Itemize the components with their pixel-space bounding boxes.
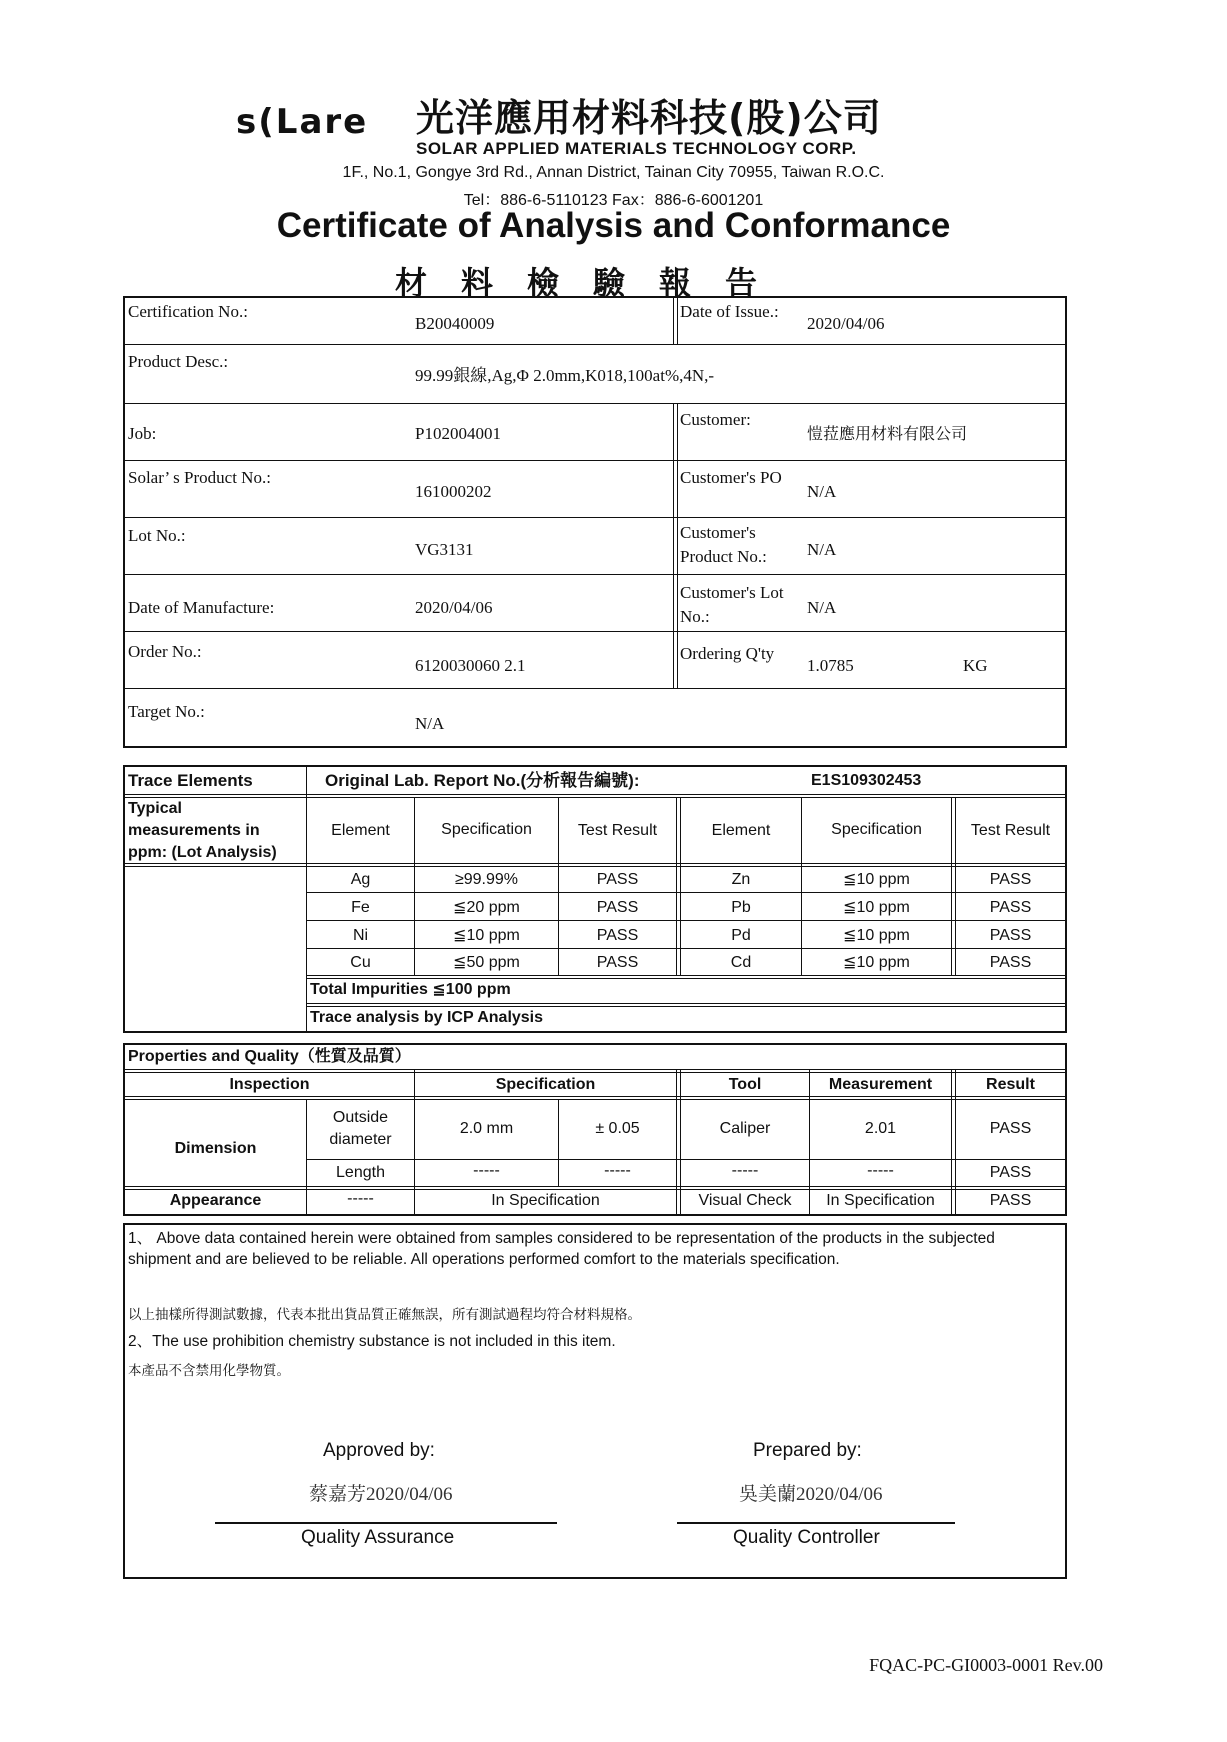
manufacture-label: Date of Manufacture: [128,598,275,617]
cert-no-value: B20040009 [415,314,495,333]
total-impurities: Total Impurities ≦100 ppm [310,981,511,998]
customer-product-label-2: Product No.: [680,547,767,566]
qty-value: 1.0785 [807,656,854,675]
spec-cell: ≦10 ppm [453,927,520,944]
od-spec: 2.0 mm [459,1120,514,1137]
date-issue-value: 2020/04/06 [807,314,885,333]
customer-label: Customer: [680,410,751,429]
outside-diameter-label-2: diameter [329,1131,392,1148]
document-title-chinese: 材料檢驗報告 [395,264,792,302]
appearance-sub: ----- [347,1190,374,1207]
lab-report-number: E1S109302453 [811,772,922,789]
col-result-1: Test Result [577,822,658,839]
trace-title: Trace Elements [128,771,253,790]
form-number: FQAC-PC-GI0003-0001 Rev.00 [869,1655,1103,1675]
approved-signature: 蔡嘉芳2020/04/06 [309,1484,453,1505]
result-cell: PASS [989,954,1032,971]
appearance-label: Appearance [169,1192,262,1209]
customer-po-value: N/A [807,482,837,501]
note-1-chinese: 以上抽樣所得測試數據，代表本批出貨品質正確無誤，所有測試過程均符合材料規格。 [128,1307,641,1323]
job-value: P102004001 [415,424,501,443]
result-cell: PASS [989,899,1032,916]
appearance-measurement: In Specification [826,1192,935,1209]
result-cell: PASS [989,927,1032,944]
lot-value: VG3131 [415,540,474,559]
col-element-1: Element [331,822,390,839]
customer-product-value: N/A [807,540,837,559]
col-result: Result [986,1076,1035,1093]
element-cell: Fe [351,899,370,916]
note-2-chinese: 本產品不含禁用化學物質。 [128,1363,290,1379]
manufacture-value: 2020/04/06 [415,598,493,617]
qty-label: Ordering Q'ty [680,644,775,663]
length-measurement: ----- [867,1162,894,1179]
customer-product-label-1: Customer's [680,523,756,542]
dimension-label: Dimension [174,1140,257,1157]
element-cell: Pb [731,899,751,916]
appearance-result: PASS [989,1192,1032,1209]
solar-product-value: 161000202 [415,482,492,501]
element-cell: Pd [731,927,751,944]
customer-po-label: Customer's PO [680,468,782,487]
company-name-chinese: 光洋應用材料科技(股)公司 [416,96,882,140]
typical-label-3: ppm: (Lot Analysis) [128,844,277,861]
customer-lot-label-2: No.: [680,607,710,626]
company-name-english: SOLAR APPLIED MATERIALS TECHNOLOGY CORP. [416,139,857,158]
appearance-spec: In Specification [491,1192,600,1209]
product-desc-value: 99.99銀線,Ag,Φ 2.0mm,K018,100at%,4N,- [415,366,715,385]
certificate-info-table [123,296,1067,748]
typical-label-2: measurements in [128,822,260,839]
length-tool: ----- [731,1162,759,1179]
outside-diameter-label-1: Outside [332,1109,389,1126]
od-tool: Caliper [719,1120,771,1137]
order-label: Order No.: [128,642,202,661]
od-result: PASS [989,1120,1032,1137]
od-tolerance: ± 0.05 [595,1120,640,1137]
target-label: Target No.: [128,702,205,721]
col-specification: Specification [495,1076,596,1093]
spec-cell: ≦20 ppm [453,899,520,916]
company-logo: s(Lare [236,102,369,142]
col-measurement: Measurement [828,1076,933,1093]
element-cell: Ni [352,927,369,944]
col-spec-2: Specification [831,821,922,838]
notes-signature-box [123,1223,1067,1579]
prepared-by-label: Prepared by: [753,1440,862,1461]
od-measurement: 2.01 [864,1120,897,1137]
col-result-2: Test Result [970,822,1051,839]
cert-no-label: Certification No.: [128,302,248,321]
result-cell: PASS [596,927,639,944]
company-phone: Tel：886-6-5110123 Fax：886-6-6001201 [463,192,764,209]
element-cell: Cd [730,954,752,971]
spec-cell: ≦10 ppm [843,871,910,888]
prepared-role: Quality Controller [733,1527,880,1548]
spec-cell: ≦10 ppm [843,899,910,916]
customer-lot-value: N/A [807,598,837,617]
col-tool: Tool [728,1076,762,1093]
properties-title: Properties and Quality（性質及品質） [128,1048,411,1065]
length-tolerance: ----- [604,1162,631,1179]
length-label: Length [336,1164,385,1181]
result-cell: PASS [989,871,1032,888]
approved-by-label: Approved by: [323,1440,435,1461]
properties-table [123,1043,1067,1216]
result-cell: PASS [596,871,639,888]
lab-report-label: Original Lab. Report No.(分析報告編號): [325,771,640,790]
result-cell: PASS [596,954,639,971]
length-result: PASS [989,1164,1032,1181]
spec-cell: ≦10 ppm [843,927,910,944]
product-desc-label: Product Desc.: [128,352,229,371]
customer-lot-label-1: Customer's Lot [680,583,784,602]
appearance-tool: Visual Check [698,1192,792,1209]
solar-product-label: Solar’ s Product No.: [128,468,271,487]
spec-cell: ≦50 ppm [453,954,520,971]
job-label: Job: [128,424,157,443]
customer-value: 愷菈應用材料有限公司 [807,424,968,443]
spec-cell: ≦10 ppm [843,954,910,971]
note-2: 2、The use prohibition chemistry substance is not included in this item. [128,1333,616,1350]
company-address: 1F., No.1, Gongye 3rd Rd., Annan District, Tainan City 70955, Taiwan R.O.C. [342,164,885,181]
prepared-signature: 吳美蘭2020/04/06 [739,1484,883,1505]
element-cell: Cu [350,954,371,971]
order-value: 6120030060 2.1 [415,656,526,675]
col-element-2: Element [711,822,771,839]
spec-cell: ≥99.99% [454,871,519,888]
lot-label: Lot No.: [128,526,186,545]
qty-unit: KG [963,656,988,675]
document-title: Certificate of Analysis and Conformance [276,206,951,245]
element-cell: Ag [350,871,371,888]
trace-method: Trace analysis by ICP Analysis [310,1009,544,1026]
note-1: 1、 Above data contained herein were obtained from samples considered to be representation of the products in the subjected shipment and are believed to be reliable. All operations performed comfort to the materials specification. [128,1230,995,1268]
col-inspection: Inspection [229,1076,310,1093]
length-spec: ----- [473,1162,500,1179]
approved-role: Quality Assurance [301,1527,455,1548]
result-cell: PASS [596,899,639,916]
target-value: N/A [415,714,445,733]
col-spec-1: Specification [441,821,532,838]
element-cell: Zn [731,871,751,888]
typical-label-1: Typical [128,800,182,817]
trace-elements-table [123,765,1067,1033]
date-issue-label: Date of Issue.: [680,302,779,321]
